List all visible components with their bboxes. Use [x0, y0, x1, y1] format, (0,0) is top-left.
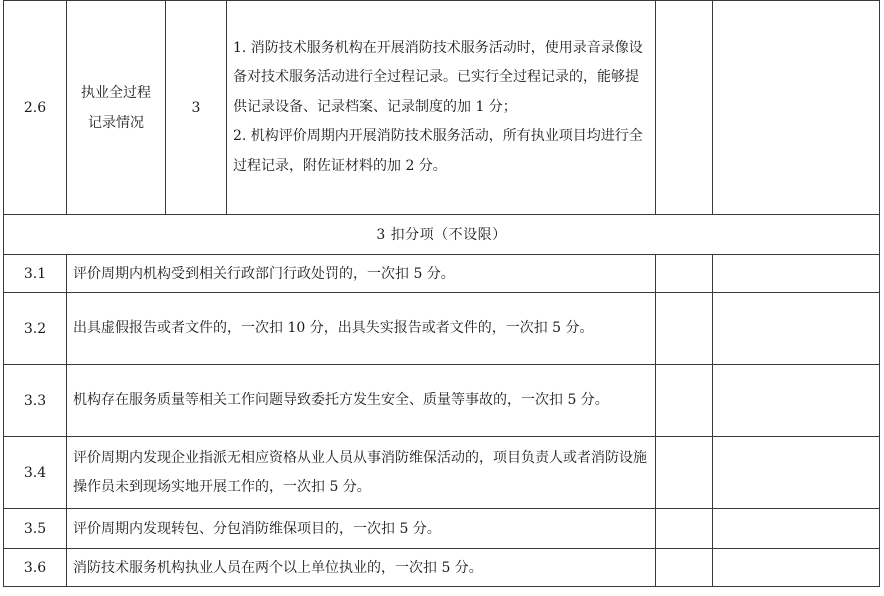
empty-cell	[656, 437, 713, 509]
row-number: 3.1	[4, 255, 67, 293]
score-value: 3	[166, 1, 227, 215]
row-number: 3.5	[4, 509, 67, 549]
empty-cell	[656, 365, 713, 437]
empty-cell	[656, 1, 713, 215]
criteria-item-2: 2. 机构评价周期内开展消防技术服务活动，所有执业项目均进行全过程记录，附佐证材料的加 2 分。	[233, 128, 643, 174]
empty-cell	[713, 293, 880, 365]
section-title: 3 扣分项（不设限）	[4, 215, 880, 255]
empty-cell	[713, 365, 880, 437]
empty-cell	[656, 293, 713, 365]
row-number: 3.4	[4, 437, 67, 509]
evaluation-table	[3, 0, 880, 587]
table-row-3-1	[4, 255, 880, 293]
item-name	[67, 1, 166, 215]
deduction-text: 评价周期内机构受到相关行政部门行政处罚的，一次扣 5 分。	[67, 255, 656, 293]
table-row-3-6	[4, 549, 880, 587]
section-header-row	[4, 215, 880, 255]
empty-cell	[656, 509, 713, 549]
deduction-text: 出具虚假报告或者文件的，一次扣 10 分，出具失实报告或者文件的，一次扣 5 分。	[67, 293, 656, 365]
table-row-2-6	[4, 1, 880, 215]
deduction-text: 机构存在服务质量等相关工作问题导致委托方发生安全、质量等事故的，一次扣 5 分。	[67, 365, 656, 437]
empty-cell	[656, 549, 713, 587]
row-number: 3.2	[4, 293, 67, 365]
table-row-3-3	[4, 365, 880, 437]
table-row-3-4	[4, 437, 880, 509]
deduction-text: 评价周期内发现企业指派无相应资格从业人员从事消防维保活动的，项目负责人或者消防设施操作员未到现场实地开展工作的，一次扣 5 分。	[67, 437, 656, 509]
empty-cell	[713, 437, 880, 509]
criteria-cell	[227, 1, 656, 215]
criteria-item-1: 1. 消防技术服务机构在开展消防技术服务活动时，使用录音录像设备对技术服务活动进行全过程记录。已实行全过程记录的，能够提供记录设备、记录档案、记录制度的加 1 分；	[233, 39, 643, 115]
row-number: 3.3	[4, 365, 67, 437]
deduction-text: 评价周期内发现转包、分包消防维保项目的，一次扣 5 分。	[67, 509, 656, 549]
item-name-line-1: 执业全过程	[81, 84, 151, 101]
empty-cell	[713, 255, 880, 293]
empty-cell	[656, 255, 713, 293]
row-number: 2.6	[4, 1, 67, 215]
empty-cell	[713, 549, 880, 587]
row-number: 3.6	[4, 549, 67, 587]
item-name-line-2: 记录情况	[88, 114, 144, 131]
empty-cell	[713, 1, 880, 215]
deduction-text: 消防技术服务机构执业人员在两个以上单位执业的，一次扣 5 分。	[67, 549, 656, 587]
table-row-3-5	[4, 509, 880, 549]
table-row-3-2	[4, 293, 880, 365]
empty-cell	[713, 509, 880, 549]
